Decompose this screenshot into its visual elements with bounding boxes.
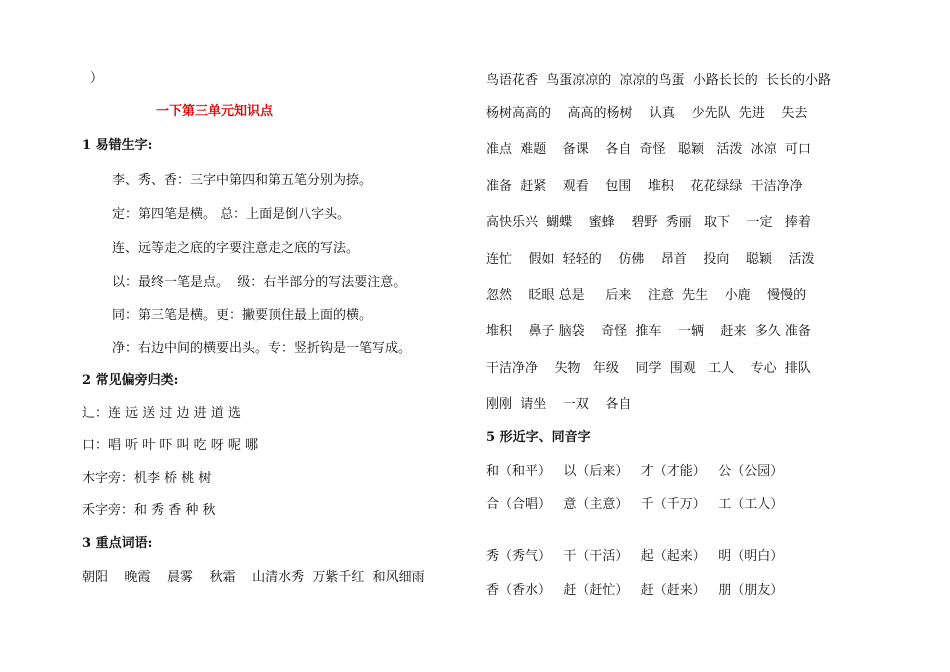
typo-item: 李、秀、香：三字中第四和第五笔分别为捺。 xyxy=(112,173,373,188)
radical-group: 禾字旁：和 秀 香 种 秋 xyxy=(82,503,216,518)
typo-item: 定：第四笔是横。 总：上面是倒八字头。 xyxy=(112,207,351,222)
char-pair-line: 秀（秀气） 干（干活） 起（起来） 明（明白） xyxy=(486,549,784,564)
word-line: 高快乐兴 蝴蝶 蜜蜂 碧野 秀丽 取下 一定 捧着 xyxy=(486,215,811,230)
typo-item: 净：右边中间的横要出头。专：竖折钩是一笔写成。 xyxy=(112,341,412,356)
radical-group: 口：唱 听 叶 吓 叫 吃 呀 呢 哪 xyxy=(82,438,259,453)
typo-item: 以：最终一笔是点。 级：右半部分的写法要注意。 xyxy=(112,275,407,290)
radical-group: 辶：连 远 送 过 边 进 道 选 xyxy=(82,406,241,421)
word-line: 鸟语花香 鸟蛋凉凉的 凉凉的鸟蛋 小路长长的 长长的小路 xyxy=(486,73,832,88)
word-line: 杨树高高的 高高的杨树 认真 少先队 先进 失去 xyxy=(486,106,808,121)
word-line: 准点 难题 备课 各自 奇怪 聪颖 活泼 冰凉 可口 xyxy=(486,142,811,157)
word-line: 干洁净净 失物 年级 同学 围观 工人 专心 排队 xyxy=(486,361,811,376)
word-line: 连忙 假如 轻轻的 仿佛 昂首 投向 聪颖 活泼 xyxy=(486,252,815,267)
typo-item: 同：第三笔是横。更：撇要顶住最上面的横。 xyxy=(112,308,373,323)
word-line: 忽然 眨眼 总是 后来 注意 先生 小鹿 慢慢的 xyxy=(486,288,807,303)
char-pair-line: 香（香水） 赶（赶忙） 赶（赶来） 朋（朋友） xyxy=(486,583,784,598)
word-line: 堆积 鼻子 脑袋 奇怪 推车 一辆 赶来 多久 准备 xyxy=(486,324,811,339)
word-line: 刚刚 请坐 一双 各自 xyxy=(486,397,632,412)
char-pair-line: 和（和平） 以（后来） 才（才能） 公（公园） xyxy=(486,464,784,479)
page-title: 一下第三单元知识点 xyxy=(156,104,274,119)
word-line: 准备 赶紧 观看 包围 堆积 花花绿绿 干洁净净 xyxy=(486,179,803,194)
stray-paren: ） xyxy=(90,71,104,86)
radical-group: 木字旁：机李 桥 桃 树 xyxy=(82,471,212,486)
section-5-heading: 5 形近字、同音字 xyxy=(486,430,591,445)
section-2-heading: 2 常见偏旁归类: xyxy=(82,373,179,388)
word-line: 朝阳 晚霞 晨雾 秋霜 山清水秀 万紫千红 和风细雨 xyxy=(82,570,425,585)
section-3-heading: 3 重点词语: xyxy=(82,536,153,551)
char-pair-line: 合（合唱） 意（主意） 千（千万） 工（工人） xyxy=(486,497,784,512)
section-1-heading: 1 易错生字: xyxy=(82,138,153,153)
typo-item: 连、远等走之底的字要注意走之底的写法。 xyxy=(112,241,360,256)
